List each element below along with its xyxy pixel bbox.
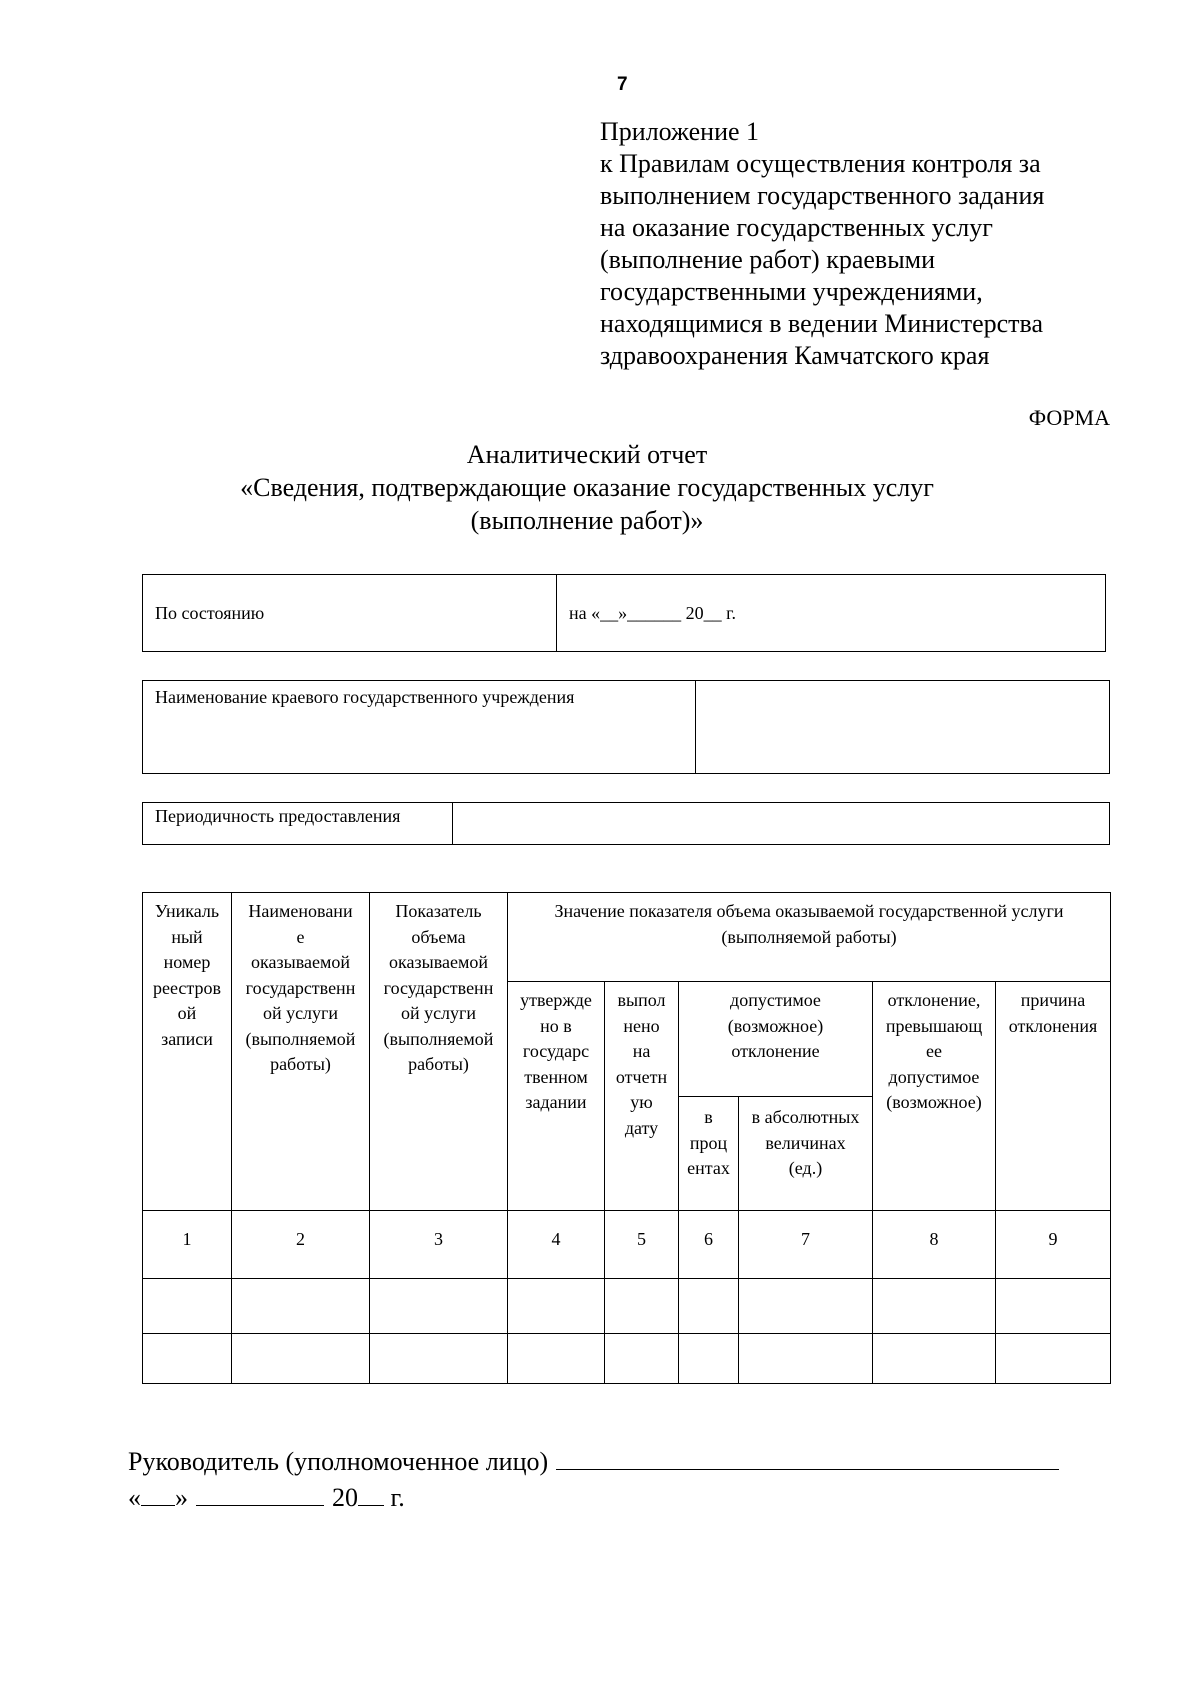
header-text-line: (выполняемой [245,1028,356,1049]
periodicity-value-field[interactable] [453,803,1109,844]
table-cell[interactable] [739,1279,873,1334]
signature-field[interactable] [556,1443,1059,1470]
table-cell[interactable] [679,1279,739,1334]
appendix-line: государственными учреждениями, [600,277,983,306]
periodicity-box [142,802,1110,845]
status-value-cell[interactable] [557,575,1105,651]
header-deviation-reason [996,982,1111,1211]
table-cell[interactable] [996,1334,1111,1384]
header-text-line: объема [411,926,466,947]
column-number: 3 [370,1211,508,1279]
table-cell[interactable] [232,1279,370,1334]
header-indicator-value-group [508,893,1111,982]
page-number: 7 [617,74,628,95]
date-suffix: г. [390,1483,405,1512]
table-cell[interactable] [873,1279,996,1334]
appendix-line: (выполнение работ) краевыми [600,245,936,274]
header-text-line: реестров [152,977,221,998]
status-date-box [142,574,1106,652]
header-text-line: отклонение, [887,990,981,1010]
signature-line [128,1443,1059,1480]
header-text-line: (ед.) [788,1158,823,1178]
table-cell[interactable] [605,1334,679,1384]
header-text-line: ее [926,1041,942,1061]
column-number: 2 [232,1211,370,1279]
header-text-line: твенном [524,1066,588,1087]
date-year-field[interactable] [358,1483,384,1506]
title-line-3: (выполнение работ)» [470,506,704,535]
appendix-block [600,116,1140,372]
header-service-name [232,893,370,1211]
header-text-line: (выполняемой [383,1028,494,1049]
signature-date-line [128,1480,1059,1516]
header-text-line: ой услуги [262,1003,339,1023]
header-text-line: ой [177,1003,197,1023]
header-text-line: выпол [617,990,666,1010]
date-open-quote: « [128,1483,141,1512]
header-text-line: на [632,1041,651,1061]
table-header-row [143,893,1111,982]
header-text-line: ный [171,926,203,947]
column-number: 6 [679,1211,739,1279]
header-approved [508,982,605,1211]
header-text-line: задании [525,1092,587,1112]
form-label: ФОРМА [1028,405,1110,430]
header-text-line: Показатель [395,901,482,921]
header-text-line: работы) [270,1054,331,1074]
title-line-2: «Сведения, подтверждающие оказание государственных услуг [240,473,934,502]
header-text-line: отчетн [615,1066,668,1087]
header-text-line: отклонения [1008,1015,1098,1036]
header-text-line: государс [522,1041,590,1061]
table-cell[interactable] [605,1279,679,1334]
appendix-line: Приложение 1 [600,117,760,146]
date-day-field[interactable] [141,1483,175,1506]
header-text-line: (возможное) [886,1092,982,1112]
header-text-line: Наименовани [248,901,353,921]
column-number: 9 [996,1211,1111,1279]
header-absolute [739,1097,873,1211]
header-text-line: записи [161,1028,213,1049]
appendix-line: находящимися в ведении Министерства [600,309,1043,338]
date-year-prefix: 20 [332,1483,358,1512]
header-registry-number [143,893,232,1211]
header-text-line: е [296,926,305,947]
column-number: 5 [605,1211,679,1279]
institution-box [142,680,1110,774]
appendix-line: здравоохранения Камчатского края [600,341,990,370]
header-text-line: ентах [687,1158,730,1178]
header-text-line: допустимое [730,990,821,1010]
appendix-line: выполнением государственного задания [600,181,1045,210]
status-label-cell [143,575,557,651]
header-text-line: оказываемой [389,952,488,972]
header-text-line: в [704,1107,713,1127]
column-number: 7 [739,1211,873,1279]
table-cell[interactable] [508,1279,605,1334]
header-text-line: ую [630,1092,653,1112]
services-table [142,892,1111,1384]
header-text-line: проц [689,1132,728,1153]
signature-block [128,1443,1059,1516]
table-cell[interactable] [873,1334,996,1384]
header-excess-deviation [873,982,996,1211]
header-text-line: Уникаль [154,901,220,921]
institution-label-cell [143,681,696,773]
column-number-row [143,1211,1111,1279]
header-text-line: в абсолютных [751,1107,860,1127]
header-text-line: отклонение [731,1041,820,1061]
table-cell[interactable] [143,1334,232,1384]
header-volume-indicator [370,893,508,1211]
table-cell[interactable] [996,1279,1111,1334]
header-text-line: утвержде [520,990,592,1010]
status-label: По состоянию [155,603,265,623]
header-fulfilled [605,982,679,1211]
header-text-line: государственн [383,977,494,998]
column-number: 1 [143,1211,232,1279]
institution-label: Наименование краевого государственного учреждения [155,687,575,707]
table-cell[interactable] [679,1334,739,1384]
column-number: 4 [508,1211,605,1279]
periodicity-label: Периодичность предоставления [155,806,401,826]
header-text-line: дату [624,1117,659,1138]
header-text-line: ой услуги [400,1003,477,1023]
header-percent [679,1097,739,1211]
header-text-line: допустимое [888,1066,980,1087]
appendix-line: к Правилам осуществления контроля за [600,149,1041,178]
header-text-line: но в [540,1015,572,1036]
appendix-line: на оказание государственных услуг [600,213,993,242]
header-text-line: нено [623,1015,660,1036]
table-cell[interactable] [232,1334,370,1384]
header-text-line: работы) [408,1054,469,1074]
column-number: 8 [873,1211,996,1279]
table-cell[interactable] [370,1334,508,1384]
header-text-line: превышающ [885,1015,983,1036]
header-text-line: государственн [245,977,356,998]
header-allowed-deviation [679,982,873,1097]
table-row [143,1279,1111,1334]
institution-value-field[interactable] [696,681,1109,773]
table-cell[interactable] [143,1279,232,1334]
periodicity-label-cell [143,803,453,844]
header-text-line: величинах [765,1132,846,1153]
header-text-line: (выполняемой работы) [721,926,897,947]
status-date-field: на «__»______ 20__ г. [569,603,736,623]
table-row [143,1334,1111,1384]
header-text-line: Значение показателя объема оказываемой государственной услуги [554,901,1064,921]
date-month-field[interactable] [196,1483,324,1506]
table-cell[interactable] [508,1334,605,1384]
header-text-line: причина [1020,990,1086,1010]
report-title [0,438,1200,537]
table-cell[interactable] [739,1334,873,1384]
signature-head-label: Руководитель (уполномоченное лицо) [128,1447,549,1476]
date-close-quote: » [175,1483,188,1512]
header-text-line: оказываемой [251,952,350,972]
header-text-line: номер [163,952,211,972]
table-cell[interactable] [370,1279,508,1334]
title-line-1: Аналитический отчет [466,440,708,469]
header-text-line: (возможное) [727,1015,824,1036]
